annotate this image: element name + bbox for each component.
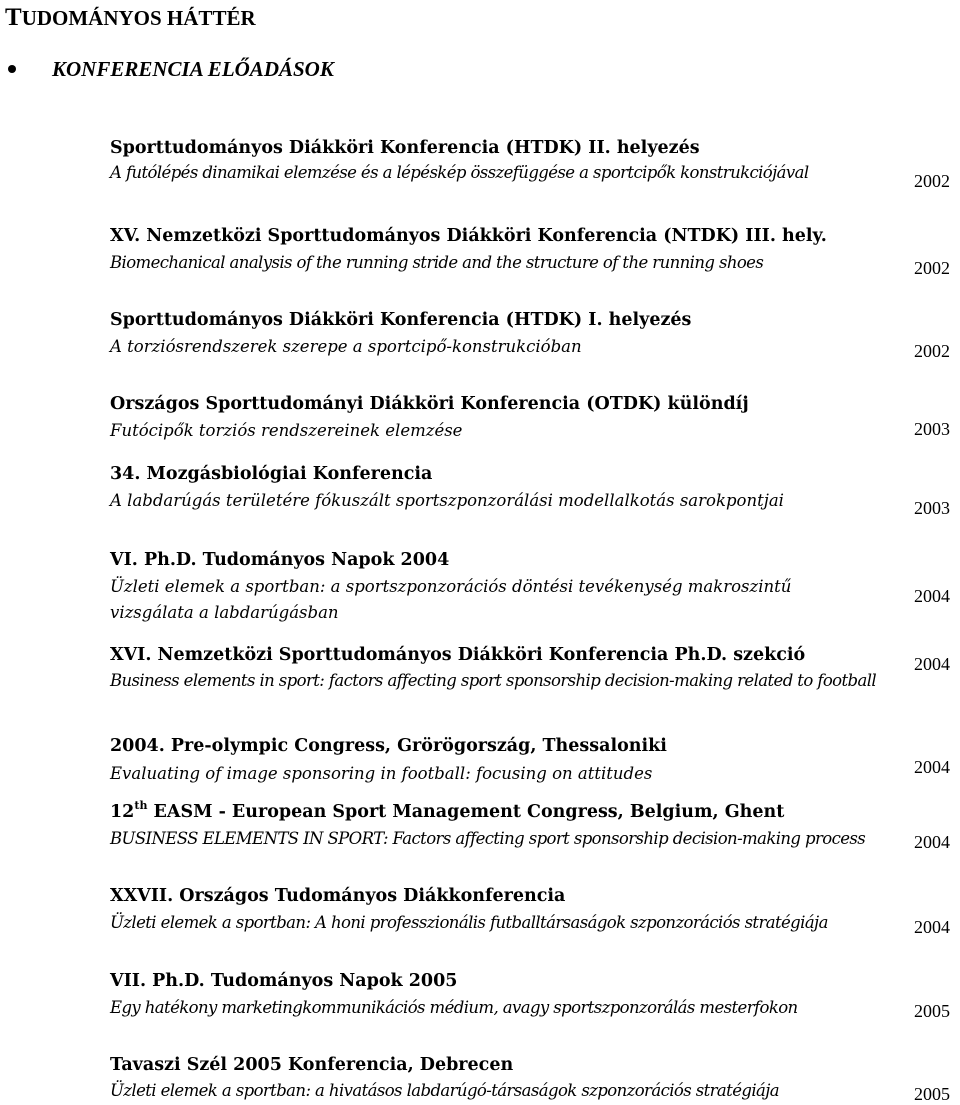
- entry-subtitle: BUSINESS ELEMENTS IN SPORT: Factors affecting sport sponsorship decision-making process: [110, 829, 866, 848]
- entry-subtitle: Üzleti elemek a sportban: A honi professzionális futballtársaságok szponzorációs stratégiája: [110, 913, 828, 932]
- entry-title: VII. Ph.D. Tudományos Napok 2005: [110, 971, 458, 991]
- page-heading: [5, 4, 256, 32]
- entry-title: [110, 799, 785, 822]
- entry-year: 2005: [914, 1001, 950, 1021]
- entry-subtitle: Business elements in sport: factors affecting sport sponsorship decision-making related to football: [110, 671, 877, 690]
- entry-title-number: 12: [110, 802, 135, 822]
- entry-subtitle: Evaluating of image sponsoring in football: focusing on attitudes: [110, 764, 653, 783]
- entry-year: 2003: [914, 498, 950, 518]
- bullet-icon: [8, 65, 16, 73]
- page-heading-rest: UDOMÁNYOS HÁTTÉR: [21, 6, 256, 30]
- entry-title: XV. Nemzetközi Sporttudományos Diákköri Konferencia (NTDK) III. hely.: [110, 226, 827, 246]
- entry-title: XXVII. Országos Tudományos Diákkonferencia: [110, 886, 566, 906]
- entry-year: 2005: [914, 1084, 950, 1104]
- entry-title: XVI. Nemzetközi Sporttudományos Diákköri Konferencia Ph.D. szekció: [110, 645, 806, 665]
- entry-title: 2004. Pre-olympic Congress, Grörögország, Thessaloniki: [110, 736, 667, 756]
- entry-year: 2002: [914, 171, 950, 191]
- entry-subtitle: Üzleti elemek a sportban: a hivatásos labdarúgó-társaságok szponzorációs stratégiája: [110, 1081, 779, 1100]
- entry-subtitle: A labdarúgás területére fókuszált sportszponzorálási modellalkotás sarokpontjai: [110, 491, 784, 510]
- entry-year: 2003: [914, 419, 950, 439]
- section-title: KONFERENCIA ELŐADÁSOK: [52, 57, 334, 81]
- entry-subtitle: Futócipők torziós rendszereinek elemzése: [110, 421, 463, 440]
- entry-subtitle: Üzleti elemek a sportban: a sportszponzorációs döntési tevékenység makroszintű: [110, 577, 792, 596]
- entry-subtitle: A torziósrendszerek szerepe a sportcipő-konstrukcióban: [110, 337, 582, 356]
- entry-year: 2004: [914, 586, 950, 606]
- entry-title: Sporttudományos Diákköri Konferencia (HTDK) I. helyezés: [110, 310, 692, 330]
- entry-year: 2002: [914, 341, 950, 361]
- entry-title: Tavaszi Szél 2005 Konferencia, Debrecen: [110, 1055, 514, 1075]
- entry-subtitle: Egy hatékony marketingkommunikációs médium, avagy sportszponzorálás mesterfokon: [110, 998, 798, 1017]
- page-heading-initial: T: [5, 4, 22, 31]
- entry-subtitle: A futólépés dinamikai elemzése és a lépéskép összefüggése a sportcipők konstrukciójával: [110, 163, 809, 182]
- entry-year: 2004: [914, 832, 950, 852]
- entry-title: 34. Mozgásbiológiai Konferencia: [110, 464, 433, 484]
- entry-title: Országos Sporttudományi Diákköri Konferencia (OTDK) különdíj: [110, 394, 749, 414]
- entry-title: Sporttudományos Diákköri Konferencia (HTDK) II. helyezés: [110, 138, 700, 158]
- entry-subtitle-continued: vizsgálata a labdarúgásban: [110, 603, 339, 622]
- entry-year: 2004: [914, 654, 950, 674]
- entry-title-ordinal: th: [134, 799, 148, 812]
- entry-title: VI. Ph.D. Tudományos Napok 2004: [110, 550, 450, 570]
- entry-title-rest: EASM - European Sport Management Congress, Belgium, Ghent: [147, 802, 785, 822]
- entry-year: 2002: [914, 258, 950, 278]
- entry-year: 2004: [914, 917, 950, 937]
- entry-year: 2004: [914, 757, 950, 777]
- entry-subtitle: Biomechanical analysis of the running stride and the structure of the running shoes: [110, 253, 764, 272]
